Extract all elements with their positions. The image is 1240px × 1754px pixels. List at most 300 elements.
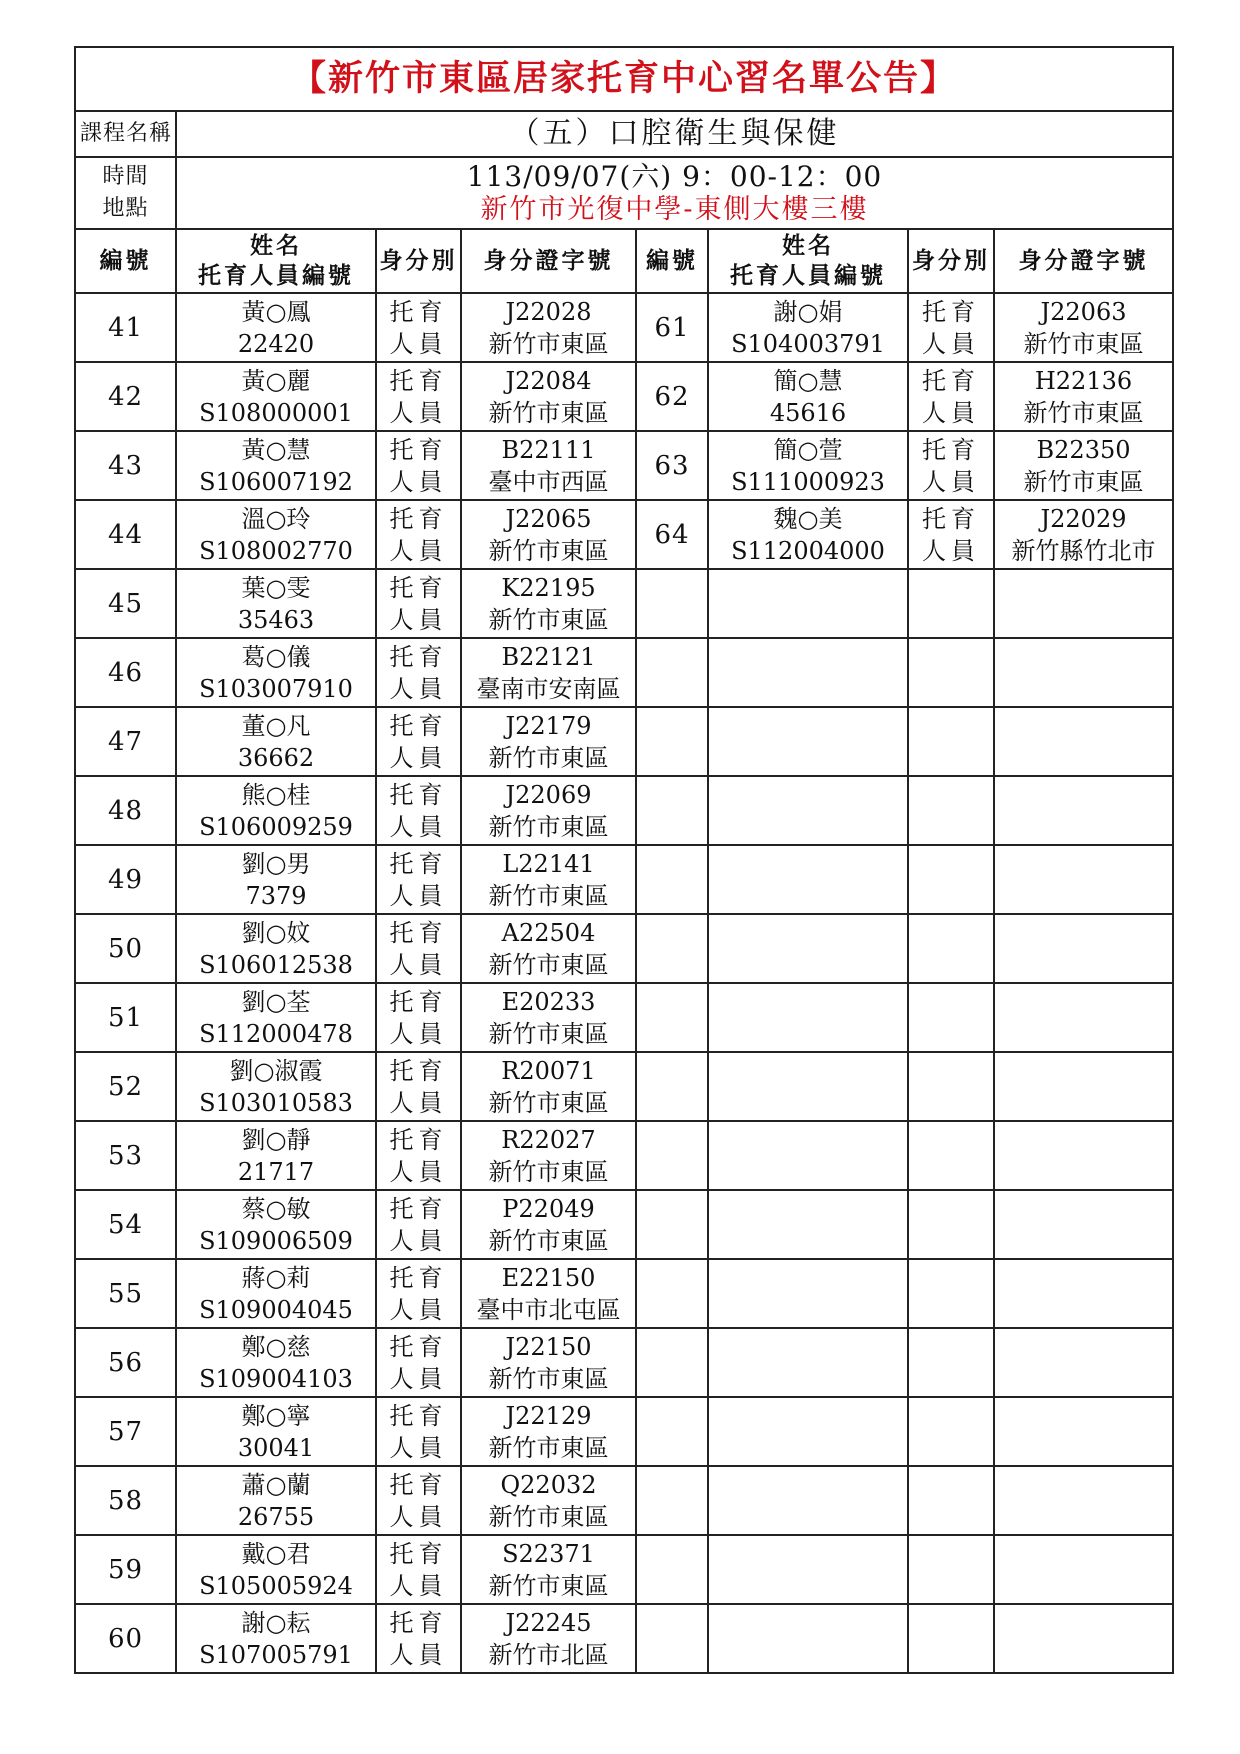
entry-role-cell	[376, 1466, 461, 1535]
entry-name-cell	[708, 1397, 908, 1466]
entry-id-region: 新竹市東區	[488, 1571, 609, 1600]
entry-role-line1: 托育	[389, 1194, 448, 1223]
entry-name-cell	[176, 569, 376, 638]
entry-id-code: K22195	[501, 573, 596, 602]
entry-number	[636, 1535, 708, 1604]
entry-role-line2: 人員	[389, 467, 448, 496]
entry-number	[636, 845, 708, 914]
entry-number: 42	[75, 362, 176, 431]
entry-number: 45	[75, 569, 176, 638]
entry-caregiver-code: S111000923	[731, 467, 885, 496]
entry-caregiver-code: S104003791	[731, 329, 885, 358]
table-row	[75, 914, 1173, 983]
entry-caregiver-code: S112004000	[731, 536, 885, 565]
entry-name-cell	[176, 431, 376, 500]
entry-role-cell	[908, 1190, 994, 1259]
entry-number: 50	[75, 914, 176, 983]
entry-id-cell	[994, 1121, 1173, 1190]
entry-id-cell	[461, 1328, 636, 1397]
entry-id-cell	[461, 638, 636, 707]
entry-id-code: J22065	[505, 504, 592, 533]
entry-name-cell	[708, 1535, 908, 1604]
entry-id-code: J22129	[505, 1401, 592, 1430]
entry-id-region: 新竹市東區	[488, 1433, 609, 1462]
entry-role-cell	[908, 1535, 994, 1604]
entry-id-cell	[994, 845, 1173, 914]
entry-name: 黃○鳳	[241, 297, 311, 326]
entry-name-cell	[176, 707, 376, 776]
entry-role-line2: 人員	[389, 1295, 448, 1324]
entry-number: 52	[75, 1052, 176, 1121]
entry-role-cell	[908, 707, 994, 776]
entry-role-line1: 托育	[922, 504, 980, 533]
entry-caregiver-code: 35463	[237, 605, 315, 634]
time-label: 時間	[102, 164, 149, 189]
entry-id-cell	[994, 1190, 1173, 1259]
entry-id-cell	[994, 362, 1173, 431]
entry-id-cell	[461, 569, 636, 638]
header-name	[176, 229, 376, 293]
entry-name-cell	[708, 776, 908, 845]
entry-number	[636, 1259, 708, 1328]
entry-caregiver-code: 22420	[237, 329, 315, 358]
entry-number	[636, 638, 708, 707]
entry-id-cell	[461, 1259, 636, 1328]
entry-id-cell	[994, 1328, 1173, 1397]
entry-id-code: J22069	[505, 780, 592, 809]
entry-id-cell	[461, 845, 636, 914]
header-name-right	[708, 229, 908, 293]
entry-role-line2: 人員	[389, 950, 448, 979]
entry-role-cell	[376, 431, 461, 500]
entry-number	[636, 1190, 708, 1259]
entry-number: 57	[75, 1397, 176, 1466]
header-no-right: 編號	[636, 229, 708, 293]
entry-number: 51	[75, 983, 176, 1052]
entry-id-cell	[461, 1052, 636, 1121]
session-location: 新竹市光復中學-東側大樓三樓	[480, 194, 869, 225]
entry-id-cell	[994, 1397, 1173, 1466]
entry-role-line1: 托育	[389, 1125, 448, 1154]
entry-name: 葛○儀	[241, 642, 311, 671]
entry-id-cell	[461, 1604, 636, 1673]
entry-caregiver-code: S107005791	[199, 1640, 353, 1669]
entry-caregiver-code: 7379	[245, 881, 307, 910]
header-id-right: 身分證字號	[994, 229, 1173, 293]
entry-number: 41	[75, 293, 176, 362]
page-title: 【新竹市東區居家托育中心習名單公告】	[75, 47, 1173, 111]
entry-role-cell	[376, 1259, 461, 1328]
entry-role-line2: 人員	[389, 812, 448, 841]
entry-number: 59	[75, 1535, 176, 1604]
entry-id-cell	[461, 293, 636, 362]
entry-number	[636, 1328, 708, 1397]
entry-role-line1: 托育	[389, 1056, 448, 1085]
entry-caregiver-code: S108000001	[199, 398, 353, 427]
entry-role-line1: 托育	[922, 297, 980, 326]
entry-id-region: 新竹市東區	[488, 536, 609, 565]
entry-name: 簡○萱	[773, 435, 843, 464]
entry-name: 劉○男	[241, 849, 311, 878]
entry-caregiver-code: S106009259	[199, 812, 353, 841]
entry-id-region: 臺中市北屯區	[476, 1295, 621, 1324]
entry-id-region: 新竹市北區	[488, 1640, 609, 1669]
entry-number: 56	[75, 1328, 176, 1397]
entry-id-cell	[461, 500, 636, 569]
entry-name: 謝○娟	[773, 297, 843, 326]
entry-id-region: 新竹縣竹北市	[1011, 536, 1156, 565]
table-row	[75, 569, 1173, 638]
entry-caregiver-code: S112000478	[199, 1019, 353, 1048]
entry-id-code: B22111	[501, 435, 596, 464]
entry-id-code: J22029	[1040, 504, 1127, 533]
entry-role-cell	[376, 983, 461, 1052]
entry-role-line2: 人員	[389, 1433, 448, 1462]
entry-id-cell	[994, 983, 1173, 1052]
entry-role-cell	[376, 914, 461, 983]
entry-caregiver-code: 45616	[769, 398, 847, 427]
entry-id-code: J22245	[505, 1608, 592, 1637]
entry-id-code: J22063	[1040, 297, 1127, 326]
entry-id-cell	[461, 983, 636, 1052]
entry-number	[636, 983, 708, 1052]
entry-id-cell	[461, 1190, 636, 1259]
entry-id-cell	[994, 1604, 1173, 1673]
entry-id-cell	[994, 569, 1173, 638]
entry-caregiver-code: S103007910	[199, 674, 353, 703]
entry-role-cell	[908, 1052, 994, 1121]
entry-id-cell	[994, 1052, 1173, 1121]
entry-role-line2: 人員	[389, 1019, 448, 1048]
entry-role-cell	[376, 1052, 461, 1121]
entry-role-cell	[376, 638, 461, 707]
entry-name: 劉○妏	[241, 918, 311, 947]
header-role-right: 身分別	[908, 229, 994, 293]
entry-name: 簡○慧	[773, 366, 843, 395]
entry-role-line1: 托育	[389, 297, 448, 326]
entry-role-line1: 托育	[389, 1332, 448, 1361]
table-row	[75, 707, 1173, 776]
entry-name-cell	[708, 1052, 908, 1121]
entry-id-cell	[994, 638, 1173, 707]
entry-role-line1: 托育	[389, 573, 448, 602]
entry-role-cell	[908, 500, 994, 569]
entry-number: 49	[75, 845, 176, 914]
entry-name: 劉○荃	[241, 987, 311, 1016]
entry-number	[636, 914, 708, 983]
header-name-line2: 托育人員編號	[198, 262, 354, 289]
entry-role-line1: 托育	[922, 435, 980, 464]
entry-role-cell	[376, 1121, 461, 1190]
table-row	[75, 1121, 1173, 1190]
entry-name: 謝○耘	[241, 1608, 311, 1637]
entry-name-cell	[708, 1466, 908, 1535]
entry-id-code: E20233	[501, 987, 596, 1016]
entry-role-line1: 托育	[389, 711, 448, 740]
entry-role-cell	[908, 983, 994, 1052]
entry-name: 劉○淑霞	[229, 1056, 323, 1085]
table-row	[75, 1190, 1173, 1259]
entry-caregiver-code: S109004045	[199, 1295, 353, 1324]
entry-id-cell	[994, 431, 1173, 500]
entry-name-cell	[708, 983, 908, 1052]
entry-id-region: 新竹市東區	[1023, 467, 1144, 496]
entry-role-line2: 人員	[922, 398, 980, 427]
session-time: 113/09/07(六) 9：00-12：00	[466, 160, 883, 193]
entry-role-line1: 托育	[389, 435, 448, 464]
entry-id-region: 新竹市東區	[1023, 398, 1144, 427]
entry-id-region: 新竹市東區	[488, 329, 609, 358]
entry-role-cell	[376, 1397, 461, 1466]
entry-id-code: L22141	[502, 849, 595, 878]
entry-role-line2: 人員	[389, 674, 448, 703]
entry-id-region: 新竹市東區	[488, 743, 609, 772]
location-label: 地點	[102, 196, 149, 221]
entry-id-code: J22028	[505, 297, 592, 326]
entry-number	[636, 776, 708, 845]
entry-name-cell	[708, 1259, 908, 1328]
entry-name-cell	[176, 1604, 376, 1673]
entry-name-cell	[708, 569, 908, 638]
entry-id-cell	[994, 776, 1173, 845]
entry-name-cell	[176, 1052, 376, 1121]
entry-number	[636, 1052, 708, 1121]
entry-role-line1: 托育	[389, 849, 448, 878]
course-label: 課程名稱	[75, 111, 176, 157]
entry-role-line2: 人員	[389, 605, 448, 634]
entry-role-cell	[908, 1328, 994, 1397]
entry-name-cell	[176, 1190, 376, 1259]
entry-id-cell	[994, 914, 1173, 983]
entry-id-cell	[461, 431, 636, 500]
entry-role-line2: 人員	[389, 881, 448, 910]
entry-role-line2: 人員	[389, 1157, 448, 1186]
table-row	[75, 638, 1173, 707]
table-row	[75, 1604, 1173, 1673]
entry-id-region: 新竹市東區	[488, 605, 609, 634]
entry-role-cell	[376, 500, 461, 569]
entry-number: 54	[75, 1190, 176, 1259]
entry-role-line2: 人員	[389, 1571, 448, 1600]
entry-id-code: R22027	[501, 1125, 596, 1154]
entry-number: 60	[75, 1604, 176, 1673]
entry-role-line2: 人員	[389, 536, 448, 565]
entry-name: 魏○美	[773, 504, 843, 533]
entry-name-cell	[708, 1190, 908, 1259]
entry-role-line2: 人員	[389, 329, 448, 358]
entry-number: 47	[75, 707, 176, 776]
entry-id-region: 臺南市安南區	[476, 674, 621, 703]
entry-caregiver-code: S105005924	[199, 1571, 353, 1600]
column-header-row	[75, 229, 1173, 293]
entry-id-cell	[994, 1535, 1173, 1604]
entry-id-code: R20071	[501, 1056, 596, 1085]
header-name-line1: 姓名	[250, 232, 302, 259]
entry-name: 鄭○慈	[241, 1332, 311, 1361]
entry-role-cell	[908, 638, 994, 707]
entry-id-region: 新竹市東區	[488, 1019, 609, 1048]
entry-name-cell	[176, 500, 376, 569]
table-row	[75, 362, 1173, 431]
entry-number: 58	[75, 1466, 176, 1535]
header-no: 編號	[75, 229, 176, 293]
entry-role-line1: 托育	[389, 366, 448, 395]
entry-id-code: E22150	[501, 1263, 596, 1292]
entry-role-line2: 人員	[389, 743, 448, 772]
entry-role-line2: 人員	[922, 536, 980, 565]
entry-id-region: 新竹市東區	[488, 812, 609, 841]
entry-id-code: P22049	[502, 1194, 595, 1223]
entry-role-cell	[376, 845, 461, 914]
entry-number	[636, 1121, 708, 1190]
entry-id-cell	[461, 1535, 636, 1604]
entry-role-line1: 托育	[389, 1608, 448, 1637]
table-row	[75, 500, 1173, 569]
entry-name: 董○凡	[241, 711, 311, 740]
entry-caregiver-code: S109006509	[199, 1226, 353, 1255]
entry-id-region: 新竹市東區	[488, 1226, 609, 1255]
entry-id-cell	[461, 1397, 636, 1466]
entry-id-code: J22179	[505, 711, 592, 740]
header-role: 身分別	[376, 229, 461, 293]
entry-role-cell	[908, 569, 994, 638]
entry-id-region: 新竹市東區	[488, 1157, 609, 1186]
entry-number: 44	[75, 500, 176, 569]
entry-role-line2: 人員	[389, 1640, 448, 1669]
entry-number: 53	[75, 1121, 176, 1190]
entry-role-cell	[376, 1328, 461, 1397]
entry-caregiver-code: S106007192	[199, 467, 353, 496]
entry-id-region: 新竹市東區	[488, 398, 609, 427]
entry-caregiver-code: 26755	[237, 1502, 315, 1531]
table-row	[75, 1397, 1173, 1466]
entry-role-cell	[908, 1121, 994, 1190]
entry-role-cell	[908, 776, 994, 845]
entry-role-cell	[908, 1604, 994, 1673]
entry-id-cell	[994, 1466, 1173, 1535]
entry-number	[636, 1604, 708, 1673]
entry-id-code: B22121	[501, 642, 596, 671]
entry-number: 55	[75, 1259, 176, 1328]
table-row	[75, 293, 1173, 362]
entry-name: 蔣○莉	[241, 1263, 311, 1292]
entry-id-region: 新竹市東區	[488, 1364, 609, 1393]
entry-name-cell	[708, 707, 908, 776]
entry-id-code: A22504	[501, 918, 596, 947]
entry-caregiver-code: S108002770	[199, 536, 353, 565]
table-row	[75, 1466, 1173, 1535]
entry-role-cell	[908, 431, 994, 500]
table-row	[75, 845, 1173, 914]
entry-id-cell	[994, 1259, 1173, 1328]
entry-role-line1: 托育	[389, 1263, 448, 1292]
entry-number: 46	[75, 638, 176, 707]
entry-id-code: B22350	[1036, 435, 1131, 464]
entry-caregiver-code: 21717	[237, 1157, 315, 1186]
table-row	[75, 983, 1173, 1052]
entry-role-cell	[376, 569, 461, 638]
entry-id-cell	[994, 293, 1173, 362]
entry-id-region: 新竹市東區	[488, 950, 609, 979]
entry-id-region: 新竹市東區	[488, 1502, 609, 1531]
entry-role-line2: 人員	[922, 467, 980, 496]
entry-role-line2: 人員	[389, 398, 448, 427]
entry-id-cell	[461, 1121, 636, 1190]
entry-name: 蕭○蘭	[241, 1470, 311, 1499]
entry-role-cell	[908, 1397, 994, 1466]
entry-name: 鄭○寧	[241, 1401, 311, 1430]
entry-name-cell	[708, 845, 908, 914]
entry-name-cell	[708, 914, 908, 983]
entry-role-line2: 人員	[389, 1364, 448, 1393]
entry-role-line1: 托育	[389, 1539, 448, 1568]
entry-name-cell	[176, 914, 376, 983]
entry-role-line2: 人員	[389, 1088, 448, 1117]
entry-role-line1: 托育	[389, 504, 448, 533]
entry-id-code: J22084	[505, 366, 592, 395]
entry-id-cell	[461, 1466, 636, 1535]
entry-id-cell	[994, 500, 1173, 569]
entry-name-cell	[708, 638, 908, 707]
entry-name-cell	[176, 983, 376, 1052]
entry-id-region: 新竹市東區	[1023, 329, 1144, 358]
entry-id-cell	[461, 362, 636, 431]
entry-number: 48	[75, 776, 176, 845]
entry-role-line2: 人員	[922, 329, 980, 358]
entry-role-cell	[908, 845, 994, 914]
header-name-line2-right: 托育人員編號	[730, 262, 886, 289]
entry-id-code: Q22032	[500, 1470, 597, 1499]
entry-name: 黃○慧	[241, 435, 311, 464]
entry-id-region: 新竹市東區	[488, 881, 609, 910]
entry-number: 63	[636, 431, 708, 500]
entry-id-code: J22150	[505, 1332, 592, 1361]
entry-name-cell	[176, 776, 376, 845]
entry-name: 溫○玲	[241, 504, 311, 533]
entry-role-cell	[908, 362, 994, 431]
table-row	[75, 1259, 1173, 1328]
entry-name: 葉○雯	[241, 573, 311, 602]
entry-id-cell	[461, 914, 636, 983]
table-row	[75, 1328, 1173, 1397]
entry-number: 64	[636, 500, 708, 569]
entry-id-region: 新竹市東區	[488, 1088, 609, 1117]
entry-name: 蔡○敏	[241, 1194, 311, 1223]
entry-name-cell	[176, 638, 376, 707]
entry-number	[636, 707, 708, 776]
entry-caregiver-code: 36662	[237, 743, 315, 772]
entry-id-code: H22136	[1034, 366, 1133, 395]
entry-role-cell	[908, 1466, 994, 1535]
table-row	[75, 1535, 1173, 1604]
entry-name-cell	[708, 1121, 908, 1190]
entry-role-line1: 托育	[389, 1470, 448, 1499]
entry-role-line1: 托育	[389, 642, 448, 671]
entry-name-cell	[176, 293, 376, 362]
roster-table	[74, 46, 1174, 1674]
entry-number: 61	[636, 293, 708, 362]
entry-role-cell	[376, 1190, 461, 1259]
entry-role-line2: 人員	[389, 1226, 448, 1255]
entry-name-cell	[176, 845, 376, 914]
entry-name-cell	[708, 293, 908, 362]
course-name: （五）口腔衛生與保健	[176, 111, 1173, 157]
entry-role-cell	[908, 914, 994, 983]
entry-role-line1: 托育	[922, 366, 980, 395]
entry-name-cell	[708, 362, 908, 431]
entry-name-cell	[176, 1397, 376, 1466]
entry-name: 戴○君	[241, 1539, 311, 1568]
